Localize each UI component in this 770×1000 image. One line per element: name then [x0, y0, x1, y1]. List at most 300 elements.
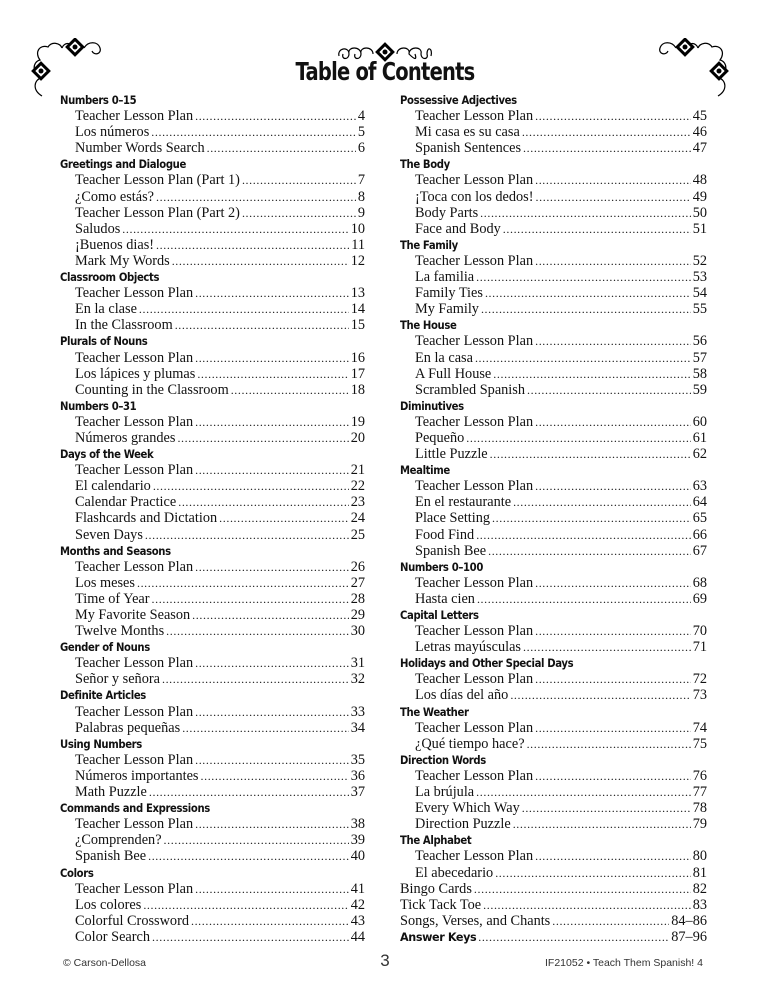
toc-entry[interactable] [400, 865, 707, 881]
section-heading: Classroom Objects [60, 271, 160, 285]
toc-entry-page: 21 [350, 462, 365, 479]
dot-leader [481, 301, 691, 317]
toc-entry[interactable] [60, 704, 365, 720]
toc-entry-page: 4 [357, 108, 365, 125]
toc-entry-page: 24 [350, 510, 365, 527]
toc-entry[interactable] [400, 124, 707, 140]
dot-leader [535, 253, 691, 269]
toc-entry-title: Colorful Crossword [75, 912, 189, 929]
toc-entry-page: 37 [350, 784, 365, 801]
toc-entry[interactable] [60, 253, 365, 269]
toc-entry-page: 19 [350, 413, 365, 430]
toc-entry[interactable] [60, 768, 365, 784]
toc-entry-title: Scrambled Spanish [415, 381, 525, 398]
section-heading: Direction Words [400, 753, 486, 767]
toc-entry-title: Los colores [75, 896, 142, 913]
toc-entry[interactable] [60, 655, 365, 671]
toc-entry[interactable] [60, 237, 365, 253]
dot-leader [535, 172, 691, 188]
dot-leader [195, 816, 349, 832]
toc-entry[interactable] [400, 736, 707, 752]
dot-leader [495, 865, 691, 881]
dot-leader [195, 462, 349, 478]
dot-leader [513, 816, 691, 832]
toc-entry-title: Teacher Lesson Plan [415, 252, 534, 269]
toc-entry-page: 58 [692, 365, 707, 382]
toc-entry-title: Teacher Lesson Plan [415, 719, 534, 736]
toc-entry-page: 84–86 [671, 912, 707, 929]
page-title: Table of Contents [295, 57, 475, 86]
toc-entry-title: Teacher Lesson Plan [75, 655, 194, 672]
toc-entry[interactable] [400, 848, 707, 864]
toc-entry[interactable] [60, 591, 365, 607]
section-heading: The House [400, 319, 457, 333]
toc-entry-title: En la casa [415, 349, 473, 366]
toc-entry-page: 39 [350, 832, 365, 849]
dot-leader [192, 607, 349, 623]
toc-entry-title: Bingo Cards [400, 880, 472, 897]
toc-entry-title: Los días del año [415, 687, 509, 704]
section-heading: The Alphabet [400, 834, 472, 848]
toc-entry-page: 6 [357, 140, 365, 157]
toc-entry-page: 26 [350, 558, 365, 575]
toc-entry-page: 54 [692, 285, 707, 302]
toc-entry-page: 18 [350, 381, 365, 398]
toc-entry[interactable] [400, 510, 707, 526]
toc-entry[interactable] [400, 301, 707, 317]
section-heading: Months and Seasons [60, 544, 171, 558]
toc-entry-page: 56 [692, 333, 707, 350]
dot-leader [535, 414, 691, 430]
section-heading: Diminutives [400, 399, 464, 413]
toc-entry-page: 69 [692, 590, 707, 607]
toc-entry-title: El calendario [75, 478, 151, 495]
toc-entry[interactable] [60, 317, 365, 333]
dot-leader [488, 543, 691, 559]
toc-entry-page: 61 [692, 429, 707, 446]
toc-entry-page: 82 [692, 880, 707, 897]
toc-entry-title: Body Parts [415, 204, 479, 221]
toc-entry[interactable] [60, 913, 365, 929]
toc-entry[interactable] [60, 752, 365, 768]
dot-leader [535, 333, 691, 349]
toc-entry-title: My Favorite Season [75, 607, 191, 623]
dot-leader [535, 671, 691, 687]
toc-entry-page: 77 [692, 784, 707, 801]
toc-entry-title: Números importantes [75, 767, 199, 784]
dot-leader [522, 800, 691, 816]
toc-entry-title: En el restaurante [415, 494, 512, 511]
section-heading: The Body [400, 158, 450, 172]
section-heading: Plurals of Nouns [60, 335, 148, 349]
toc-entry-title: ¡Toca con los dedos! [415, 188, 534, 205]
toc-entry-title: Palabras pequeñas [75, 719, 181, 736]
toc-entry-title: Teacher Lesson Plan [75, 880, 194, 897]
toc-entry[interactable] [60, 575, 365, 591]
toc-entry[interactable] [60, 221, 365, 237]
toc-entry-page: 76 [692, 767, 707, 784]
toc-entry-title: Teacher Lesson Plan [75, 751, 194, 768]
toc-entry-page: 25 [350, 526, 365, 543]
toc-entry[interactable] [400, 816, 707, 832]
toc-entry-page: 53 [692, 269, 707, 286]
dot-leader [195, 350, 349, 366]
toc-entry[interactable] [400, 639, 707, 655]
toc-entry[interactable] [400, 720, 707, 736]
toc-entry-title: Songs, Verses, and Chants [400, 912, 551, 929]
toc-entry-page: 22 [350, 478, 365, 495]
dot-leader [513, 494, 691, 510]
toc-entry[interactable] [400, 800, 707, 816]
toc-entry-title: Teacher Lesson Plan [75, 703, 194, 720]
toc-entry[interactable] [60, 848, 365, 864]
dot-leader [177, 430, 348, 446]
dot-leader [535, 478, 691, 494]
toc-entry-title: Los números [75, 124, 150, 141]
dot-leader [156, 237, 349, 253]
toc-entry-page: 14 [350, 301, 365, 318]
toc-entry[interactable] [400, 350, 707, 366]
dot-leader [535, 768, 691, 784]
toc-entry-page: 29 [350, 607, 365, 623]
toc-entry-title: Food Find [415, 526, 475, 543]
toc-entry[interactable] [400, 446, 707, 462]
toc-entry[interactable] [400, 189, 707, 205]
toc-entry-page: 74 [692, 719, 707, 736]
section-heading: Greetings and Dialogue [60, 158, 186, 172]
toc-entry-title: Mi casa es su casa [415, 124, 520, 141]
dot-leader [477, 591, 691, 607]
toc-entry[interactable] [60, 510, 365, 526]
toc-entry-title: Mark My Words [75, 252, 170, 269]
toc-entry[interactable] [400, 140, 707, 156]
dot-leader [153, 478, 349, 494]
toc-entry-title: A Full House [415, 365, 492, 382]
toc-entry-page: 27 [350, 574, 365, 591]
dot-leader [535, 575, 691, 591]
dot-leader [175, 317, 349, 333]
toc-entry-page: 59 [692, 381, 707, 398]
toc-entry-title: Flashcards and Dictation [75, 510, 218, 527]
toc-entry[interactable] [60, 382, 365, 398]
toc-entry[interactable] [400, 414, 707, 430]
dot-leader [149, 784, 349, 800]
section-heading: Definite Articles [60, 689, 146, 703]
toc-entry-title: In the Classroom [75, 317, 173, 334]
dot-leader [535, 623, 691, 639]
toc-entry[interactable] [60, 478, 365, 494]
toc-entry[interactable] [400, 671, 707, 687]
toc-entry-title: ¿Como estás? [75, 188, 155, 205]
toc-entry-page: 5 [357, 124, 365, 141]
toc-entry-page: 81 [692, 864, 707, 881]
toc-entry[interactable] [60, 108, 365, 124]
toc-entry-page: 8 [357, 188, 365, 205]
toc-entry-title: Every Which Way [415, 800, 520, 817]
toc-entry-page: 41 [350, 880, 365, 897]
dot-leader [219, 510, 349, 526]
dot-leader [476, 527, 691, 543]
toc-entry[interactable] [400, 494, 707, 510]
toc-entry-page: 64 [692, 494, 707, 511]
dot-leader [476, 269, 691, 285]
toc-entry-title: En la clase [75, 301, 137, 318]
dot-leader [166, 623, 349, 639]
toc-entry-title: Teacher Lesson Plan (Part 2) [75, 204, 240, 221]
toc-entry-page: 62 [692, 446, 707, 463]
section-heading: Numbers 0–31 [60, 399, 137, 413]
dot-leader [474, 881, 691, 897]
toc-entry-page: 13 [350, 285, 365, 302]
toc-entry[interactable] [60, 366, 365, 382]
dot-leader [536, 189, 691, 205]
toc-entry-page: 11 [351, 236, 365, 253]
toc-right-column [400, 92, 707, 945]
toc-entry-title: Los meses [75, 574, 135, 591]
toc-entry-page: 80 [692, 848, 707, 865]
toc-entry-page: 52 [692, 252, 707, 269]
toc-entry[interactable] [60, 124, 365, 140]
section-heading: Commands and Expressions [60, 802, 210, 816]
toc-entry[interactable] [60, 414, 365, 430]
toc-entry[interactable] [60, 285, 365, 301]
toc-entry-page: 48 [692, 172, 707, 189]
toc-entry[interactable] [60, 929, 365, 945]
toc-entry-page: 50 [692, 204, 707, 221]
toc-entry-title: Teacher Lesson Plan [75, 349, 194, 366]
toc-entry-page: 57 [692, 349, 707, 366]
section-heading: The Family [400, 238, 458, 252]
toc-entry[interactable] [400, 108, 707, 124]
toc-entry[interactable] [400, 478, 707, 494]
dot-leader [480, 205, 691, 221]
toc-left-column [60, 92, 365, 945]
toc-entry[interactable] [400, 253, 707, 269]
dot-leader [164, 832, 349, 848]
toc-entry-title: Teacher Lesson Plan [75, 816, 194, 833]
toc-entry[interactable] [60, 559, 365, 575]
toc-entry-page: 60 [692, 413, 707, 430]
dot-leader [195, 414, 349, 430]
toc-entry[interactable] [60, 189, 365, 205]
toc-entry-title: Teacher Lesson Plan [415, 108, 534, 125]
toc-entry[interactable] [400, 221, 707, 237]
dot-leader [522, 124, 691, 140]
toc-entry-title: Little Puzzle [415, 446, 488, 463]
section-heading: Colors [60, 866, 94, 880]
dot-leader [552, 913, 669, 929]
toc-entry[interactable] [400, 543, 707, 559]
toc-entry[interactable] [400, 623, 707, 639]
section-heading: Numbers 0–100 [400, 560, 483, 574]
toc-entry-page: 72 [692, 671, 707, 688]
toc-entry-page: 71 [692, 639, 707, 656]
toc-entry-page: 75 [692, 735, 707, 752]
toc-entry-title: Seven Days [75, 526, 143, 543]
toc-entry-title: Teacher Lesson Plan [75, 285, 194, 302]
toc-entry-title: Color Search [75, 928, 151, 945]
toc-entry-page: 43 [350, 912, 365, 929]
toc-entry-title: Letras mayúsculas [415, 639, 521, 656]
toc-entry-page: 68 [692, 574, 707, 591]
toc-entry[interactable] [60, 172, 365, 188]
toc-entry-page: 35 [350, 751, 365, 768]
toc-entry[interactable] [60, 881, 365, 897]
dot-leader [490, 446, 691, 462]
toc-entry[interactable] [400, 366, 707, 382]
toc-entry-page: 34 [350, 719, 365, 736]
toc-entry-title: Teacher Lesson Plan [415, 172, 534, 189]
toc-entry-title: ¿Qué tiempo hace? [415, 735, 525, 752]
toc-entry[interactable] [60, 494, 365, 510]
toc-entry-page: 79 [692, 816, 707, 833]
dot-leader [195, 285, 349, 301]
toc-entry[interactable] [400, 269, 707, 285]
toc-entry-page: 46 [692, 124, 707, 141]
toc-entry-title: Time of Year [75, 590, 150, 607]
toc-entry-page: 15 [350, 317, 365, 334]
toc-entry-title: Señor y señora [75, 671, 160, 688]
dot-leader [485, 285, 691, 301]
toc-entry-page: 83 [692, 896, 707, 913]
section-heading: Numbers 0–15 [60, 94, 137, 107]
dot-leader [148, 848, 349, 864]
toc-entry-title: Calendar Practice [75, 494, 177, 511]
toc-entry-page: 31 [350, 655, 365, 672]
dot-leader [207, 140, 356, 156]
toc-entry-title: Teacher Lesson Plan [75, 413, 194, 430]
toc-entry[interactable] [400, 430, 707, 446]
toc-entry-page: 33 [350, 703, 365, 720]
toc-entry[interactable] [400, 687, 707, 703]
toc-entry[interactable] [60, 527, 365, 543]
toc-entry-page: 63 [692, 478, 707, 495]
dot-leader [535, 108, 691, 124]
dot-leader [191, 913, 349, 929]
dot-leader [145, 527, 349, 543]
toc-entry-page: 36 [350, 767, 365, 784]
toc-entry[interactable] [60, 301, 365, 317]
toc-entry-page: 38 [350, 816, 365, 833]
toc-entry-title: Number Words Search [75, 140, 205, 157]
toc-entry-title: My Family [415, 301, 479, 318]
toc-entry-title: Counting in the Classroom [75, 381, 229, 398]
toc-entry-title: La brújula [415, 784, 475, 801]
section-heading: Mealtime [400, 464, 450, 478]
toc-entry-title: Teacher Lesson Plan [75, 558, 194, 575]
dot-leader [195, 752, 349, 768]
dot-leader [172, 253, 349, 269]
toc-entry[interactable] [400, 881, 707, 897]
dot-leader [201, 768, 349, 784]
toc-entry[interactable] [60, 816, 365, 832]
section-heading: Gender of Nouns [60, 641, 150, 655]
toc-entry[interactable] [400, 784, 707, 800]
dot-leader [510, 687, 690, 703]
dot-leader [162, 671, 349, 687]
toc-entry[interactable] [400, 897, 707, 913]
toc-entry-title: Hasta cien [415, 590, 475, 607]
toc-entry-page: 40 [350, 848, 365, 865]
toc-entry-title: Twelve Months [75, 623, 165, 640]
toc-entry[interactable] [60, 897, 365, 913]
toc-entry[interactable] [400, 913, 707, 929]
dot-leader [197, 366, 348, 382]
toc-entry-page: 45 [692, 108, 707, 125]
toc-entry-title: Teacher Lesson Plan [415, 623, 534, 640]
toc-entry-title: Teacher Lesson Plan [415, 767, 534, 784]
dot-leader [231, 382, 349, 398]
toc-entry[interactable] [60, 784, 365, 800]
toc-entry[interactable] [60, 462, 365, 478]
toc-entry-page: 9 [357, 204, 365, 221]
toc-entry[interactable] [60, 671, 365, 687]
toc-entry[interactable] [60, 832, 365, 848]
dot-leader [182, 720, 349, 736]
toc-entry-page: 16 [350, 349, 365, 366]
toc-entry[interactable] [400, 382, 707, 398]
dot-leader [493, 366, 690, 382]
dot-leader [156, 189, 356, 205]
toc-entry-title: Teacher Lesson Plan [415, 478, 534, 495]
toc-entry-title: ¿Comprenden? [75, 832, 162, 849]
toc-entry-title: Teacher Lesson Plan [415, 413, 534, 430]
toc-entry-title: Teacher Lesson Plan (Part 1) [75, 172, 240, 189]
toc-entry-title: El abecedario [415, 864, 494, 881]
dot-leader [242, 172, 356, 188]
toc-entry-page: 23 [350, 494, 365, 511]
toc-entry-page: 87–96 [671, 928, 707, 945]
toc-entry[interactable] [400, 591, 707, 607]
toc-entry-page: 30 [350, 623, 365, 640]
dot-leader [475, 350, 691, 366]
dot-leader [178, 494, 348, 510]
section-heading: Using Numbers [60, 737, 142, 751]
toc-entry-page: 20 [350, 429, 365, 446]
toc-entry[interactable] [400, 929, 707, 945]
toc-entry[interactable] [400, 205, 707, 221]
toc-entry[interactable] [60, 607, 365, 623]
dot-leader [527, 736, 691, 752]
toc-entry[interactable] [60, 205, 365, 221]
toc-entry-title: Números grandes [75, 429, 176, 446]
toc-entry-title: Teacher Lesson Plan [415, 574, 534, 591]
toc-entry-title: Place Setting [415, 510, 491, 527]
toc-entry[interactable] [60, 140, 365, 156]
toc-entry-title: Math Puzzle [75, 784, 147, 801]
toc-entry[interactable] [60, 430, 365, 446]
toc-entry[interactable] [400, 575, 707, 591]
toc-entry[interactable] [400, 527, 707, 543]
toc-entry-page: 7 [357, 172, 365, 189]
toc-entry-page: 32 [350, 671, 365, 688]
dot-leader [478, 929, 669, 945]
toc-entry[interactable] [60, 720, 365, 736]
toc-entry[interactable] [60, 350, 365, 366]
dot-leader [195, 704, 349, 720]
dot-leader [152, 929, 349, 945]
toc-entry[interactable] [400, 333, 707, 349]
dot-leader [139, 301, 349, 317]
toc-entry-title: Teacher Lesson Plan [75, 462, 194, 479]
toc-entry-page: 66 [692, 526, 707, 543]
dot-leader [151, 124, 356, 140]
toc-entry[interactable] [400, 172, 707, 188]
toc-entry[interactable] [400, 768, 707, 784]
toc-entry[interactable] [60, 623, 365, 639]
toc-entry[interactable] [400, 285, 707, 301]
dot-leader [143, 897, 348, 913]
